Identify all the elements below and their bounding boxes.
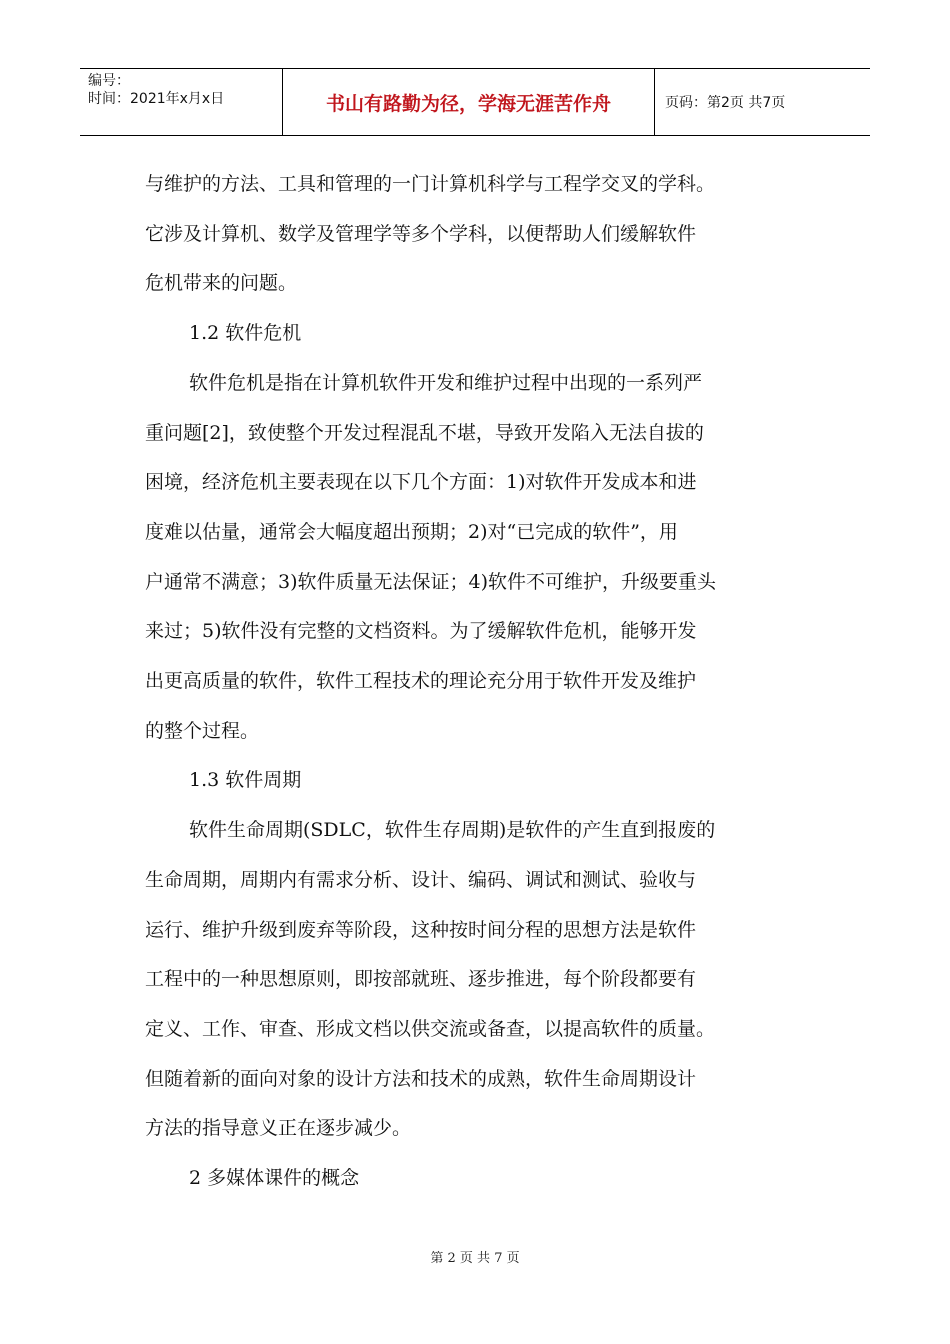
body-line: 来过；5)软件没有完整的文档资料。为了缓解软件危机，能够开发 [145,620,697,643]
page-footer: 第 2 页 共 7 页 [430,1251,520,1266]
header-motto: 书山有路勤为径，学海无涯苦作舟 [283,69,655,135]
document-body [145,160,815,1204]
document-number-label: 编号： [88,73,130,89]
header-page-info: 页码：第2页 共7页 [665,95,786,111]
body-line: 1.2 软件危机 [189,322,302,345]
body-line: 软件生命周期(SDLC，软件生存周期)是软件的产生直到报废的 [189,819,716,842]
body-line: 危机带来的问题。 [145,272,298,295]
body-line: 软件危机是指在计算机软件开发和维护过程中出现的一系列严 [189,371,703,394]
body-line: 出更高质量的软件，软件工程技术的理论充分用于软件开发及维护 [145,670,697,693]
body-line: 户通常不满意；3)软件质量无法保证；4)软件不可维护，升级要重头 [145,570,717,593]
body-line: 生命周期，周期内有需求分析、设计、编码、调试和测试、验收与 [145,868,697,891]
body-line: 运行、维护升级到废弃等阶段，这种按时间分程的思想方法是软件 [145,918,697,941]
body-line: 2 多媒体课件的概念 [189,1167,360,1190]
body-line: 但随着新的面向对象的设计方法和技术的成熟，软件生命周期设计 [145,1067,697,1090]
body-line: 度难以估量，通常会大幅度超出预期；2)对“已完成的软件”，用 [145,520,678,543]
body-line: 1.3 软件周期 [189,769,302,792]
body-line: 方法的指导意义正在逐步减少。 [145,1117,412,1140]
body-line: 工程中的一种思想原则，即按部就班、逐步推进，每个阶段都要有 [145,968,697,991]
body-line: 的整个过程。 [145,719,260,742]
body-line: 重问题[2]，致使整个开发过程混乱不堪，导致开发陷入无法自拔的 [145,421,704,444]
body-line: 与维护的方法、工具和管理的一门计算机科学与工程学交叉的学科。 [145,173,716,195]
header-meta [80,69,283,135]
body-line: 困境，经济危机主要表现在以下几个方面：1)对软件开发成本和进 [145,471,697,494]
document-time-label: 时间：2021年x月x日 [88,91,225,107]
body-line: 定义、工作、审查、形成文档以供交流或备查，以提高软件的质量。 [145,1017,716,1040]
page-header [80,68,870,136]
body-line: 它涉及计算机、数学及管理学等多个学科，以便帮助人们缓解软件 [145,222,697,245]
